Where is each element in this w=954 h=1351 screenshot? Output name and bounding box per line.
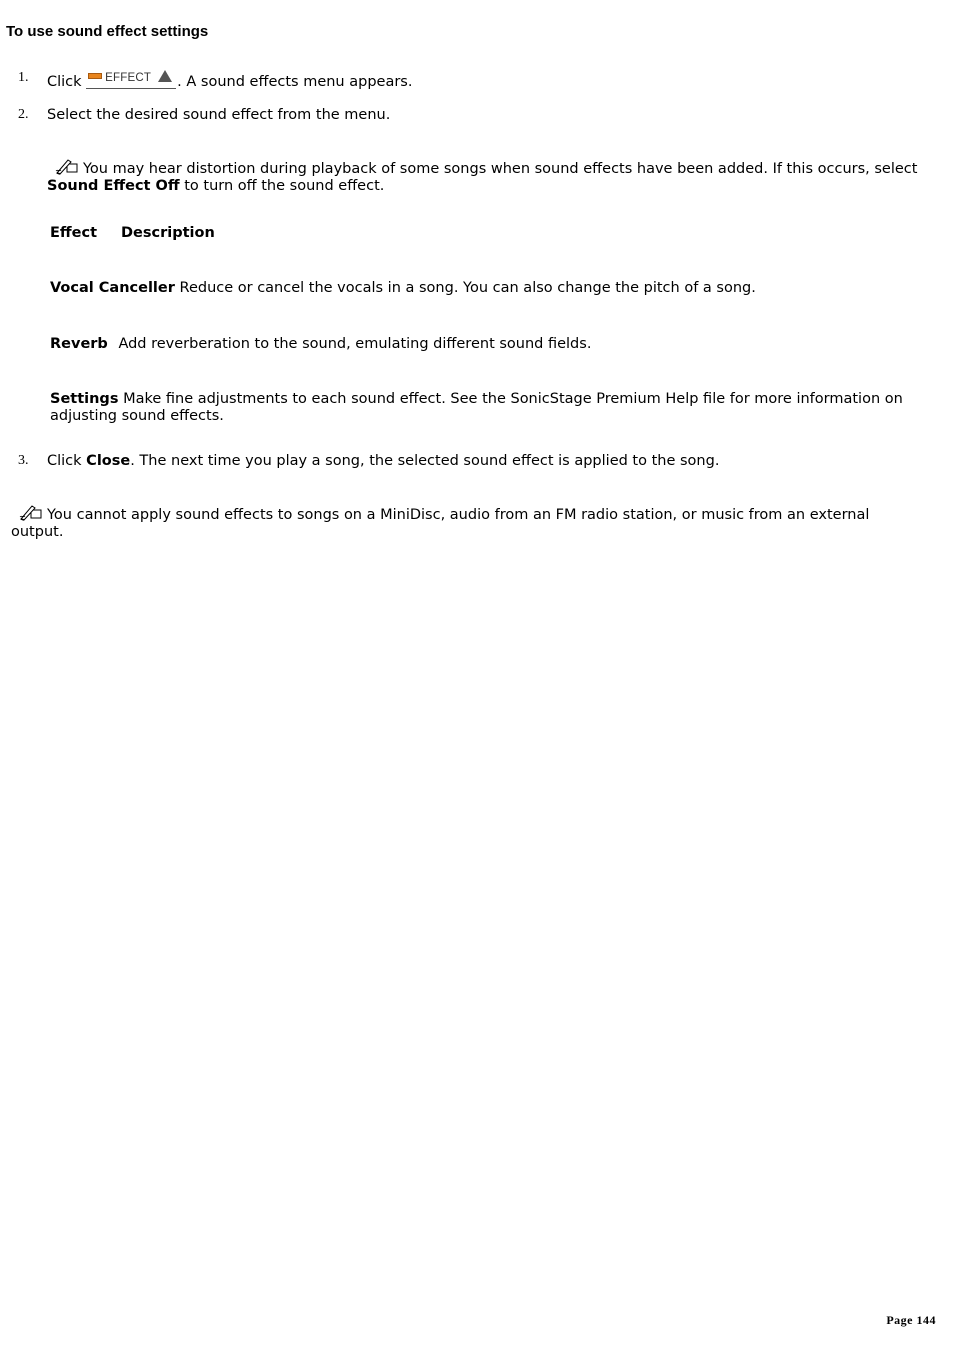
effect-button-label: EFFECT: [105, 72, 152, 84]
row-description: Reduce or cancel the vocals in a song. You can also change the pitch of a song.: [179, 280, 756, 296]
page-heading: To use sound effect settings: [6, 23, 209, 40]
step-3-post: . The next time you play a song, the selected sound effect is applied to the song.: [130, 453, 720, 469]
step-3-text: [47, 453, 719, 470]
note-1-pre: You may hear distortion during playback of some songs when sound effects have been added. If this occurs, select: [83, 161, 918, 177]
table-row: [50, 391, 935, 425]
step-3-pre: Click: [47, 453, 87, 469]
effect-swatch-icon: [88, 73, 102, 79]
step-3-bold: Close: [86, 453, 131, 469]
step-1-post: . A sound effects menu appears.: [177, 74, 413, 90]
note-pencil-icon: [55, 157, 79, 175]
effect-button[interactable]: [86, 70, 176, 89]
row-effect: Vocal Canceller: [50, 280, 175, 296]
note-1-post: to turn off the sound effect.: [179, 178, 385, 194]
table-row: [50, 336, 591, 353]
note-2-text: You cannot apply sound effects to songs on a MiniDisc, audio from an FM radio station, or music from an external output.: [11, 507, 870, 540]
triangle-up-icon: [158, 70, 172, 82]
row-description: Add reverberation to the sound, emulating different sound fields.: [118, 336, 592, 352]
row-effect: Reverb: [50, 336, 108, 352]
step-1-number: 1.: [18, 70, 29, 85]
step-1-pre: Click: [47, 74, 82, 90]
page-number: Page 144: [886, 1313, 936, 1327]
table-row: [50, 280, 756, 297]
step-2-number: 2.: [18, 107, 29, 122]
step-2-text: Select the desired sound effect from the menu.: [47, 107, 391, 123]
table-header-effect: Effect: [50, 225, 98, 241]
note-pencil-icon: [19, 503, 43, 521]
step-3-number: 3.: [18, 453, 29, 468]
note-1-bold: Sound Effect Off: [47, 178, 180, 194]
note-1: [47, 157, 927, 195]
table-header-description: Description: [121, 225, 215, 241]
step-1-text: [47, 70, 412, 91]
row-effect: Settings: [50, 391, 119, 407]
note-2: [11, 503, 911, 541]
row-description: Make fine adjustments to each sound effect. See the SonicStage Premium Help file for more information on adjusting sound effects.: [50, 391, 903, 424]
